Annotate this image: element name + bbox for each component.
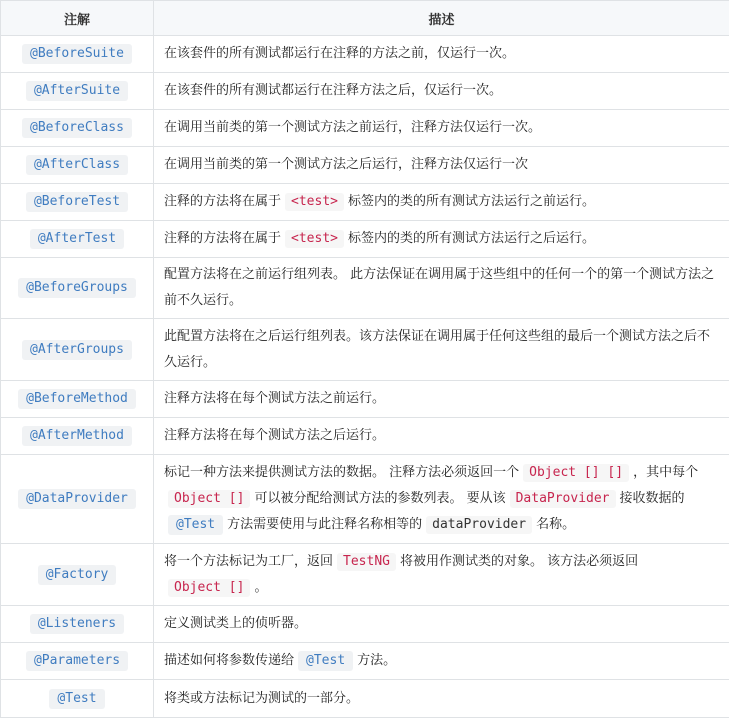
annotation-name: @Factory bbox=[38, 565, 117, 585]
description-text: 在调用当前类的第一个测试方法之后运行，注释方法仅运行一次 bbox=[164, 157, 528, 172]
table-row bbox=[1, 73, 729, 110]
annotation-name: @AfterSuite bbox=[26, 81, 128, 101]
inline-code: TestNG bbox=[337, 553, 396, 571]
table-row bbox=[1, 221, 729, 258]
inline-code: <test> bbox=[285, 230, 344, 248]
description-text: 标记一种方法来提供测试方法的数据。 注释方法必须返回一个 bbox=[164, 465, 519, 480]
inline-code: DataProvider bbox=[510, 490, 616, 508]
annotation-name: @AfterClass bbox=[26, 155, 128, 175]
description-text: 注释的方法将在属于 bbox=[164, 194, 281, 209]
description-text: 标签内的类的所有测试方法运行之后运行。 bbox=[348, 231, 595, 246]
table-header-row bbox=[1, 1, 729, 36]
description-text: 在该套件的所有测试都运行在注释的方法之前，仅运行一次。 bbox=[164, 46, 515, 61]
table-row bbox=[1, 455, 729, 544]
inline-code: Object [] bbox=[168, 490, 250, 508]
inline-code: dataProvider bbox=[426, 516, 532, 534]
annotation-name: @AfterMethod bbox=[22, 426, 132, 446]
description-text: 描述如何将参数传递给 bbox=[164, 653, 294, 668]
table-row bbox=[1, 606, 729, 643]
annotation-name: @Parameters bbox=[26, 651, 128, 671]
description-text: 。 bbox=[254, 580, 267, 595]
description-text: 此配置方法将在之后运行组列表。该方法保证在调用属于任何这些组的最后一个测试方法之后不久运行。 bbox=[164, 329, 710, 370]
description-text: 将类或方法标记为测试的一部分。 bbox=[164, 691, 359, 706]
table-row bbox=[1, 544, 729, 606]
table-row bbox=[1, 36, 729, 73]
table-row bbox=[1, 381, 729, 418]
annotation-name: @BeforeSuite bbox=[22, 44, 132, 64]
annotation-name: @BeforeGroups bbox=[18, 278, 136, 298]
annotation-name: @BeforeClass bbox=[22, 118, 132, 138]
table-row bbox=[1, 680, 729, 718]
table-row bbox=[1, 258, 729, 319]
description-text: 注释的方法将在属于 bbox=[164, 231, 281, 246]
description-text: 方法。 bbox=[357, 653, 396, 668]
inline-code: Object [] bbox=[168, 579, 250, 597]
table-row bbox=[1, 418, 729, 455]
inline-annotation: @Test bbox=[168, 515, 223, 535]
annotation-name: @AfterGroups bbox=[22, 340, 132, 360]
description-text: 将被用作测试类的对象。 该方法必须返回 bbox=[400, 554, 638, 569]
annotation-name: @Test bbox=[49, 689, 104, 709]
description-text: ，其中每个 bbox=[633, 465, 698, 480]
column-header-annotation: 注解 bbox=[1, 1, 154, 36]
inline-code: Object [] [] bbox=[523, 464, 629, 482]
description-text: 在该套件的所有测试都运行在注释方法之后，仅运行一次。 bbox=[164, 83, 502, 98]
description-text: 在调用当前类的第一个测试方法之前运行，注释方法仅运行一次。 bbox=[164, 120, 541, 135]
description-text: 注释方法将在每个测试方法之后运行。 bbox=[164, 428, 385, 443]
annotation-name: @AfterTest bbox=[30, 229, 124, 249]
description-text: 接收数据的 bbox=[620, 491, 685, 506]
description-text: 配置方法将在之前运行组列表。 此方法保证在调用属于这些组中的任何一个的第一个测试方法之前不久运行。 bbox=[164, 267, 714, 308]
inline-annotation: @Test bbox=[298, 651, 353, 671]
table-row bbox=[1, 184, 729, 221]
table-row bbox=[1, 147, 729, 184]
annotation-name: @DataProvider bbox=[18, 489, 136, 509]
table-row bbox=[1, 319, 729, 381]
annotation-name: @Listeners bbox=[30, 614, 124, 634]
inline-code: <test> bbox=[285, 193, 344, 211]
table-row bbox=[1, 643, 729, 680]
table-row bbox=[1, 110, 729, 147]
annotation-name: @BeforeMethod bbox=[18, 389, 136, 409]
description-text: 将一个方法标记为工厂，返回 bbox=[164, 554, 333, 569]
description-text: 定义测试类上的侦听器。 bbox=[164, 616, 307, 631]
description-text: 标签内的类的所有测试方法运行之前运行。 bbox=[348, 194, 595, 209]
description-text: 注释方法将在每个测试方法之前运行。 bbox=[164, 391, 385, 406]
description-text: 可以被分配给测试方法的参数列表。 要从该 bbox=[254, 491, 505, 506]
annotation-name: @BeforeTest bbox=[26, 192, 128, 212]
column-header-description: 描述 bbox=[154, 1, 729, 36]
description-text: 名称。 bbox=[536, 517, 575, 532]
description-text: 方法需要使用与此注释名称相等的 bbox=[227, 517, 422, 532]
